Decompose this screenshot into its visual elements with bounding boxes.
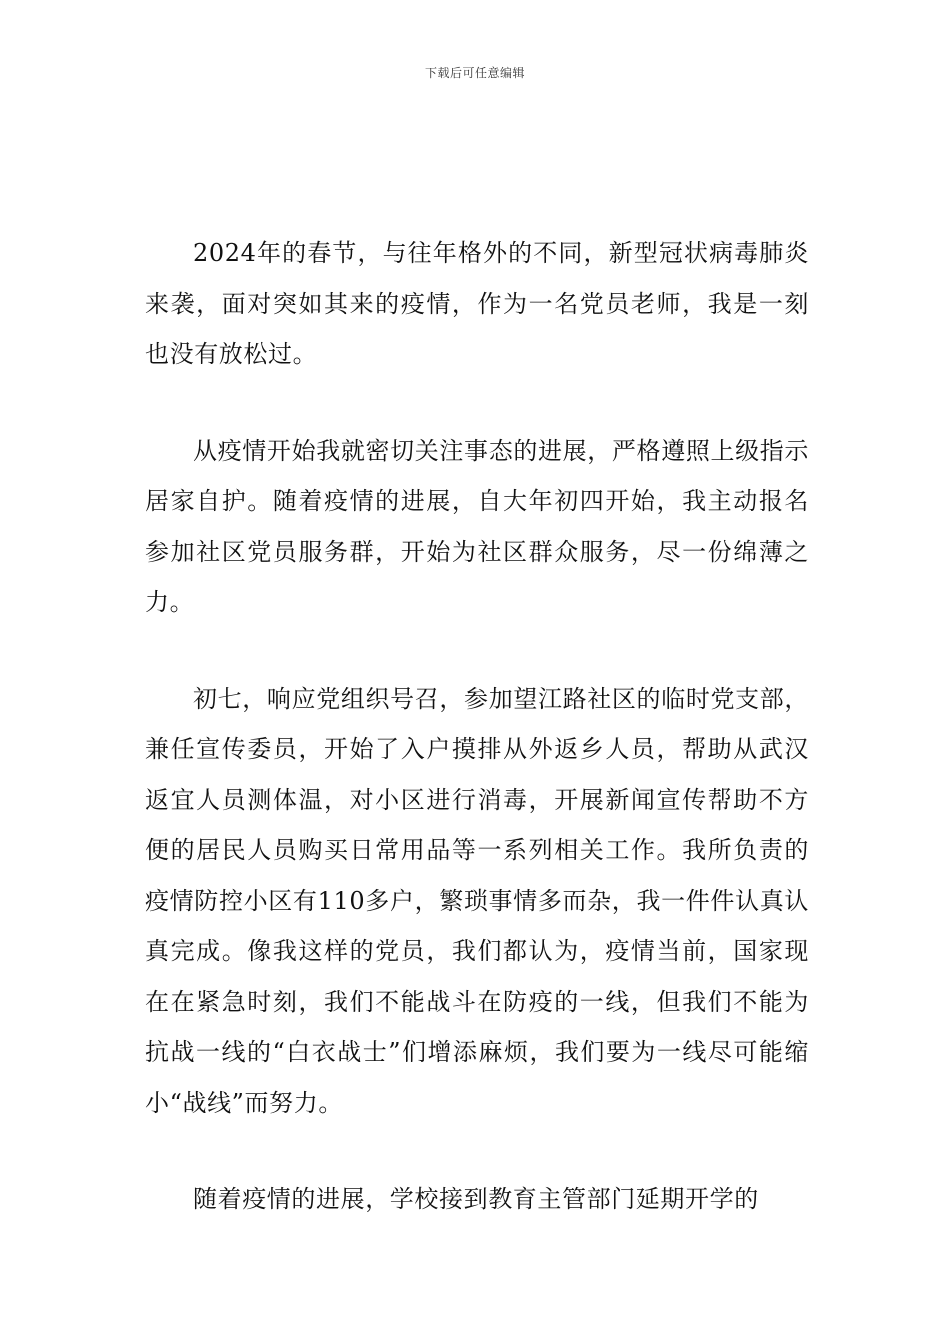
paragraph-1: 2024年的春节，与往年格外的不同，新型冠状病毒肺炎来袭，面对突如其来的疫情，作为一名党员老师，我是一刻也没有放松过。 [145,239,809,368]
page-header-note: 下载后可任意编辑 [424,66,525,80]
paragraph-2: 从疫情开始我就密切关注事态的进展，严格遵照上级指示居家自护。随着疫情的进展，自大年初四开始，我主动报名参加社区党员服务群，开始为社区群众服务，尽一份绵薄之力。 [145,436,809,616]
paragraph-4: 随着疫情的进展，学校接到教育主管部门延期开学的 [193,1185,759,1213]
document-body [145,228,809,1271]
paragraph-3: 初七，响应党组织号召，参加望江路社区的临时党支部，兼任宣传委员，开始了入户摸排从外返乡人员，帮助从武汉返宜人员测体温，对小区进行消毒，开展新闻宣传帮助不方便的居民人员购买日常用品等一系列相关工作。我所负责的疫情防控小区有110多户，繁琐事情多而杂，我一件件认真认真完成。像我这样的党员，我们都认为，疫情当前，国家现在在紧急时刻，我们不能战斗在防疫的一线，但我们不能为抗战一线的“白衣战士”们增添麻烦，我们要为一线尽可能缩小“战线”而努力。 [145,684,809,1117]
